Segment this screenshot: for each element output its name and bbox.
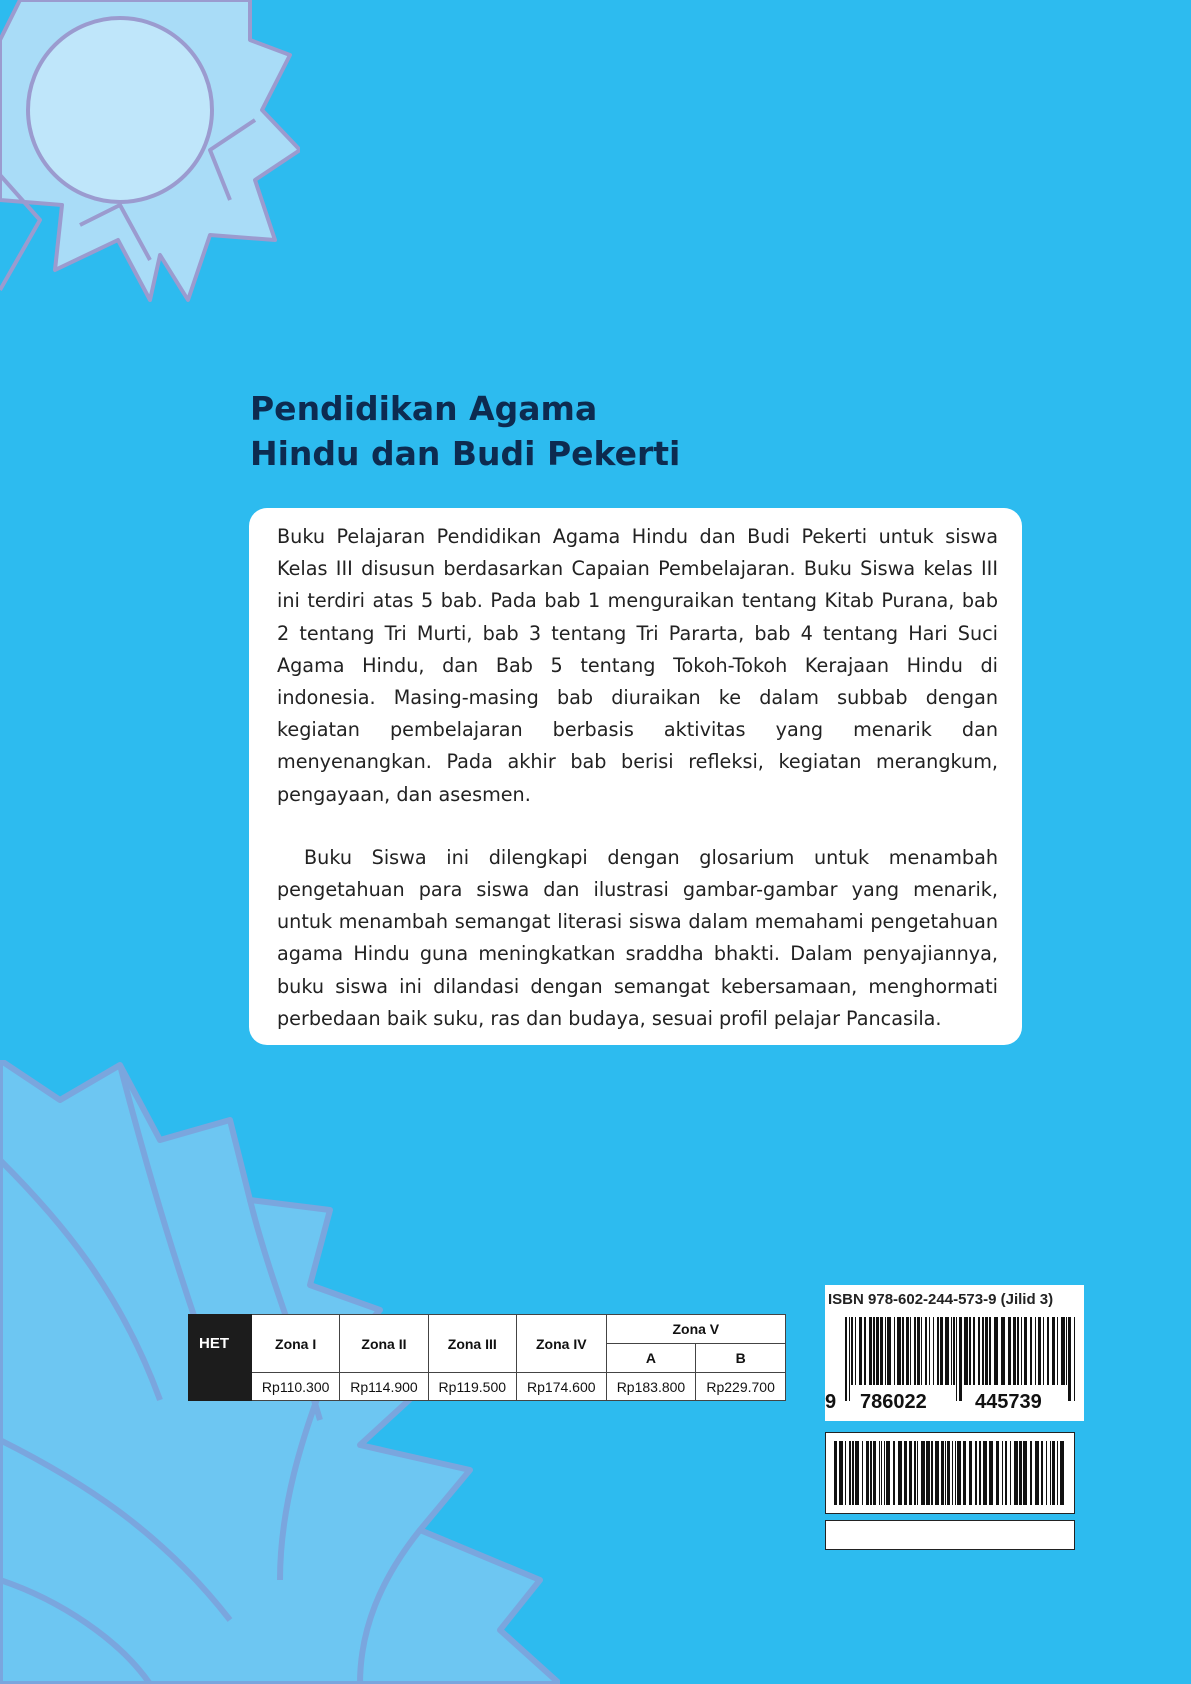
book-title — [250, 386, 680, 476]
secondary-barcode-box — [825, 1432, 1075, 1514]
price-cell: Rp114.900 — [340, 1373, 428, 1401]
title-line-2: Hindu dan Budi Pekerti — [250, 434, 681, 473]
title-line-1: Pendidikan Agama — [250, 389, 598, 428]
price-cell: Rp110.300 — [252, 1373, 340, 1401]
barcode-icon — [826, 1433, 1074, 1513]
book-description — [249, 508, 1022, 1045]
het-label: HET — [189, 1315, 252, 1373]
het-spacer — [189, 1373, 252, 1401]
zone-header: Zona II — [340, 1315, 428, 1373]
zone-sub-header: A — [606, 1344, 696, 1373]
price-table — [188, 1314, 786, 1401]
price-cell: Rp183.800 — [606, 1373, 696, 1401]
empty-label-box — [825, 1520, 1075, 1550]
zone-header: Zona I — [252, 1315, 340, 1373]
description-paragraph-2: Buku Siswa ini dilengkapi dengan glosarium untuk menambah pengetahuan para siswa dan ilustrasi gambar-gambar yang menarik, untuk menambah semangat literasi siswa dalam memahami pengetahuan agama Hindu guna meningkatkan sraddha bhakti. Dalam penyajiannya, buku siswa ini dilandasi dengan semangat kebersamaan, menghormati perbedaan baik suku, ras dan budaya, sesuai profil pelajar Pancasila. — [277, 845, 998, 1030]
zone-header: Zona IV — [516, 1315, 606, 1373]
description-paragraph-1: Buku Pelajaran Pendidikan Agama Hindu dan Budi Pekerti untuk siswa Kelas III disusun berdasarkan Capaian Pembelajaran. Buku Siswa kelas III ini terdiri atas 5 bab. Pada bab 1 menguraikan tentang Kitab Purana, bab 2 tentang Tri Murti, bab 3 tentang Tri Pararta, bab 4 tentang Hari Suci Agama Hindu, dan Bab 5 tentang Tokoh-Tokoh Kerajaan Hindu di indonesia. Masing-masing bab diuraikan ke dalam subbab dengan kegiatan pembelajaran berbasis aktivitas yang menarik dan menyenangkan. Pada akhir bab berisi refleksi, kegiatan merangkum, pengayaan, dan asesmen. — [277, 525, 998, 806]
barcode-digits-right: 445739 — [975, 1391, 1042, 1413]
price-cell: Rp174.600 — [516, 1373, 606, 1401]
zone-sub-header: B — [696, 1344, 786, 1373]
isbn-barcode-block — [825, 1285, 1084, 1421]
price-cell: Rp119.500 — [428, 1373, 516, 1401]
barcode-digit-first: 9 — [825, 1391, 837, 1413]
zone-header: Zona III — [428, 1315, 516, 1373]
zone-header: Zona V — [606, 1315, 785, 1344]
isbn-label: ISBN 978-602-244-573-9 (Jilid 3) — [828, 1291, 1054, 1308]
lotus-flower-icon — [0, 0, 300, 320]
barcode-digits-left: 786022 — [860, 1391, 927, 1413]
price-cell: Rp229.700 — [696, 1373, 786, 1401]
